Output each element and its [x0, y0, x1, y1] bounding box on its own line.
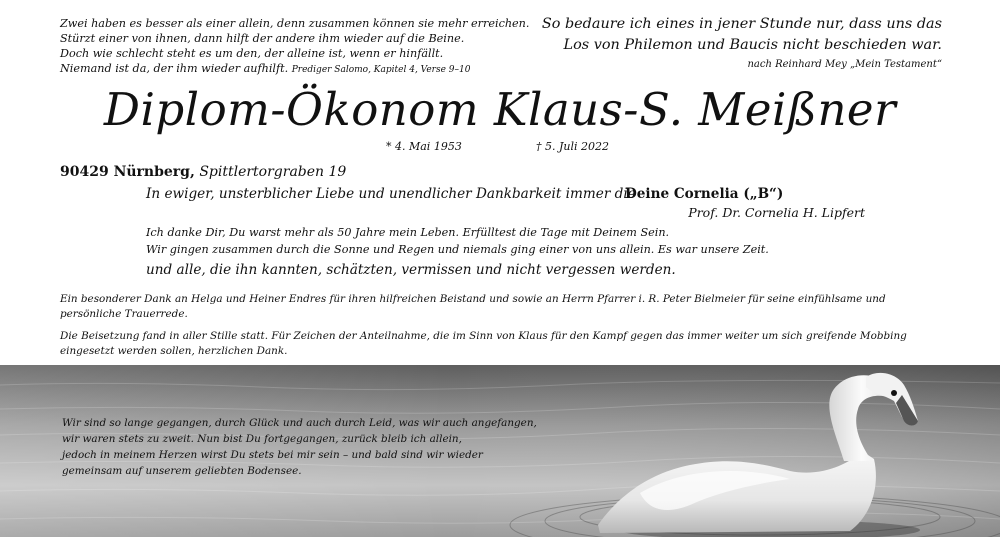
deceased-name: Diplom-Ökonom Klaus-S. Meißner	[103, 83, 897, 136]
bible-quote	[60, 16, 529, 78]
address-street: Spittlertorgraben 19	[199, 164, 347, 180]
personal-thanks	[146, 224, 769, 258]
poem-line: wir waren stets zu zweit. Nun bist Du fortgegangen, zurück bleib ich allein,	[62, 433, 462, 445]
address-city: 90429 Nürnberg,	[60, 164, 195, 180]
song-quote-line: So bedaure ich eines in jener Stunde nur, dass uns das	[541, 16, 942, 32]
birth-date: * 4. Mai 1953	[386, 140, 462, 153]
bereavement-line: In ewiger, unsterblicher Liebe und unendlicher Dankbarkeit immer die	[146, 186, 636, 202]
bible-quote-line	[60, 61, 529, 78]
poem-line: jedoch in meinem Herzen wirst Du stets bei mir sein – und bald sind wir wieder	[62, 449, 483, 461]
song-quote-line: Los von Philemon und Baucis nicht beschieden war.	[563, 37, 942, 53]
signature-full-name: Prof. Dr. Cornelia H. Lipfert	[688, 205, 865, 220]
song-quote	[542, 14, 942, 74]
poem-line: gemeinsam auf unserem geliebten Bodensee.	[62, 465, 302, 477]
swan-photo	[0, 365, 1000, 537]
swan-eye	[891, 390, 897, 396]
bible-quote-line: Stürzt einer von ihnen, dann hilft der andere ihm wieder auf die Beine.	[60, 32, 465, 45]
memorial-poem	[62, 415, 537, 479]
closing-line: und alle, die ihn kannten, schätzten, vermissen und nicht vergessen werden.	[146, 262, 676, 278]
bible-quote-line: Doch wie schlecht steht es um den, der alleine ist, wenn er hinfällt.	[60, 47, 444, 60]
address	[60, 164, 346, 180]
song-quote-source: nach Reinhard Mey „Mein Testament“	[747, 59, 942, 70]
poem-line: Wir sind so lange gegangen, durch Glück und auch durch Leid, was wir auch angefangen,	[62, 417, 537, 429]
bible-quote-source: Prediger Salomo, Kapitel 4, Verse 9–10	[291, 65, 471, 75]
bible-quote-last-line: Niemand ist da, der ihm wieder aufhilft.	[60, 62, 289, 75]
death-date: † 5. Juli 2022	[536, 140, 610, 153]
acknowledgement-note: Ein besonderer Dank an Helga und Heiner Endres für ihren hilfreichen Beistand und sowie an Herrn Pfarrer i. R. Peter Bielmeier für seine einfühlsame und persönliche Trauerrede.	[60, 293, 886, 320]
personal-thanks-line: Wir gingen zusammen durch die Sonne und Regen und niemals ging einer von uns allein. Es war unsere Zeit.	[146, 243, 769, 256]
signature-name: Deine Cornelia („B“)	[625, 186, 784, 202]
bible-quote-line: Zwei haben es besser als einer allein, denn zusammen können sie mehr erreichen.	[60, 17, 530, 30]
burial-note: Die Beisetzung fand in aller Stille statt. Für Zeichen der Anteilnahme, die im Sinn von Klaus für den Kampf gegen das immer weiter um sich greifende Mobbing eingesetzt werden sollen, herzlichen Dank.	[60, 330, 907, 357]
personal-thanks-line: Ich danke Dir, Du warst mehr als 50 Jahre mein Leben. Erfülltest die Tage mit Deinem Sein.	[146, 226, 670, 239]
